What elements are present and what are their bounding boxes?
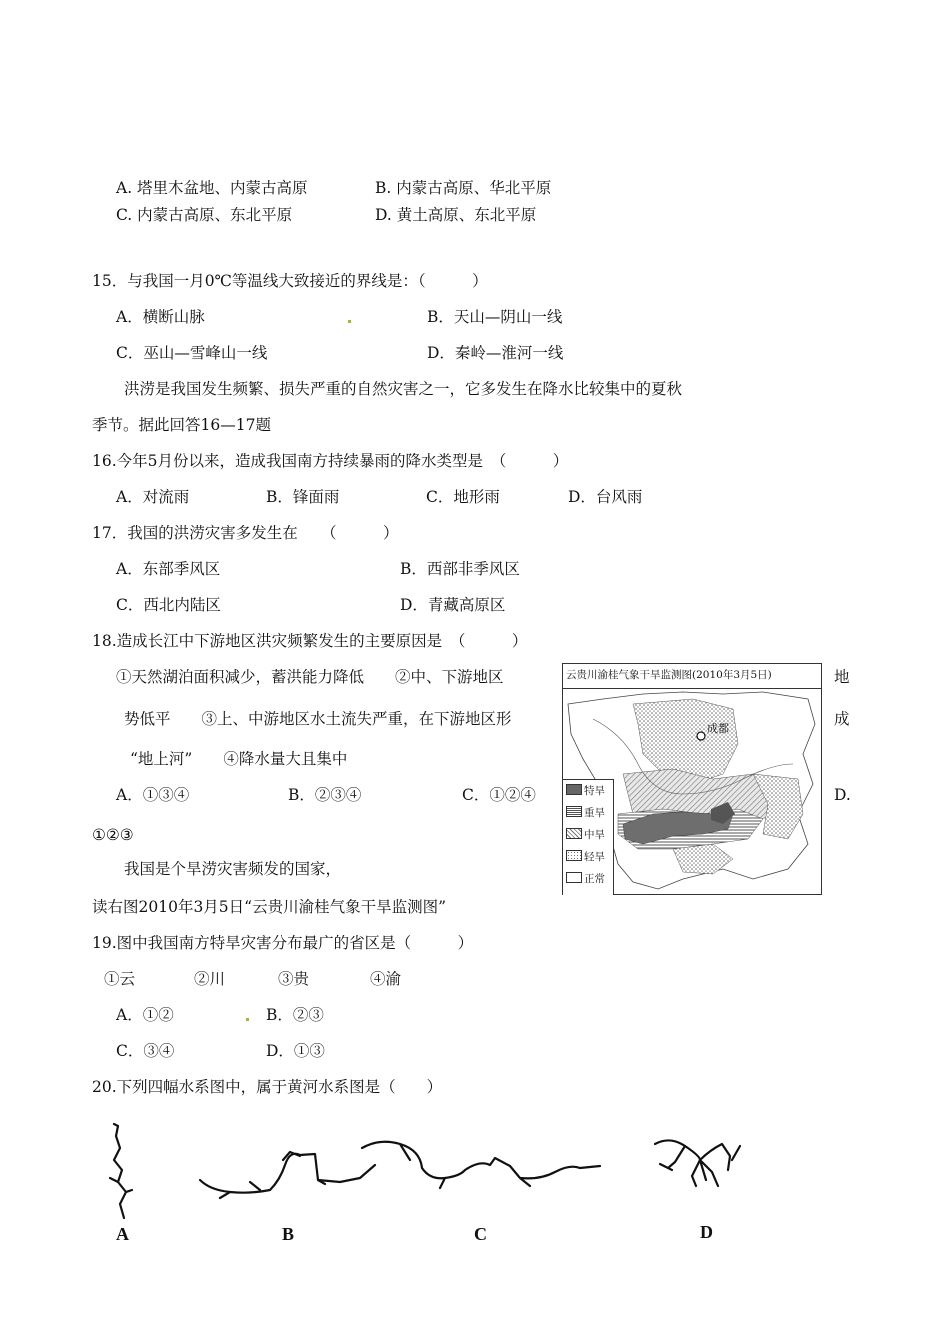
drought-map <box>562 663 822 895</box>
legend-item-special: 特旱 <box>566 784 605 798</box>
stray-dot <box>246 1018 249 1021</box>
q18-option-d-label: D. <box>834 786 851 804</box>
intro-16-line1: 洪涝是我国发生频繁、损失严重的自然灾害之一，它多发生在降水比较集中的夏秋 <box>124 380 683 398</box>
q16-stem: 16.今年5月份以来，造成我国南方持续暴雨的降水类型是 （ ） <box>92 452 569 470</box>
river-b <box>200 1152 375 1198</box>
q19-choice-3: ③贵 <box>278 970 310 988</box>
q19-option-c: C．③④ <box>116 1042 175 1060</box>
legend-item-mid: 中旱 <box>566 828 605 842</box>
legend-item-light: 轻旱 <box>566 850 605 864</box>
q14-option-c: C. 内蒙古高原、东北平原 <box>116 206 293 224</box>
legend-swatch-normal <box>566 872 582 883</box>
chengdu-label: 成都 <box>707 722 729 735</box>
river-label-d: D <box>700 1222 713 1242</box>
q15-option-d: D．秦岭—淮河一线 <box>427 344 564 362</box>
q18-option-b: B．②③④ <box>288 786 362 804</box>
river-label-b: B <box>282 1224 295 1244</box>
legend-item-normal: 正常 <box>566 872 605 886</box>
q14-option-d: D. 黄土高原、东北平原 <box>375 206 537 224</box>
q18-line2-tail: 成 <box>834 710 850 728</box>
river-system-figures <box>100 1120 800 1240</box>
legend-swatch-mid <box>566 828 582 839</box>
q18-option-c: C．①②④ <box>462 786 536 804</box>
q18-line1: ①天然湖泊面积减少，蓄洪能力降低 ②中、下游地区 <box>116 668 504 686</box>
q18-line2: 势低平 ③上、中游地区水土流失严重，在下游地区形 <box>124 710 512 728</box>
intro-19-line2: 读右图2010年3月5日“云贵川渝桂气象干旱监测图” <box>92 898 447 916</box>
q15-option-b: B．天山—阴山一线 <box>427 308 563 326</box>
q16-option-b: B．锋面雨 <box>266 488 340 506</box>
q15-option-c: C．巫山—雪峰山一线 <box>116 344 268 362</box>
q17-option-c: C．西北内陆区 <box>116 596 221 614</box>
q18-stem: 18.造成长江中下游地区洪灾频繁发生的主要原因是 （ ） <box>92 632 528 650</box>
legend-item-heavy: 重旱 <box>566 806 605 820</box>
q14-option-a: A. 塔里木盆地、内蒙古高原 <box>116 179 308 197</box>
q19-option-b: B．②③ <box>266 1006 324 1024</box>
q15-option-a: A．横断山脉 <box>116 308 205 326</box>
river-label-c: C <box>474 1224 487 1244</box>
q19-option-a: A．①② <box>116 1006 174 1024</box>
river-c <box>362 1142 600 1188</box>
river-d <box>655 1140 740 1186</box>
river-label-a: A <box>116 1224 129 1244</box>
q19-stem: 19.图中我国南方特旱灾害分布最广的省区是（ ） <box>92 934 474 952</box>
q18-line3: “地上河” ④降水量大且集中 <box>130 750 348 768</box>
q16-option-a: A．对流雨 <box>116 488 190 506</box>
q14-option-b: B. 内蒙古高原、华北平原 <box>375 179 552 197</box>
legend-swatch-heavy <box>566 806 582 817</box>
q19-option-d: D．①③ <box>266 1042 325 1060</box>
q18-option-a: A．①③④ <box>116 786 190 804</box>
stray-dot <box>348 320 351 323</box>
q16-option-c: C．地形雨 <box>426 488 500 506</box>
q19-choice-2: ②川 <box>194 970 226 988</box>
q18-option-d-value: ①②③ <box>92 826 134 844</box>
q17-option-d: D．青藏高原区 <box>400 596 506 614</box>
legend-swatch-light <box>566 850 582 861</box>
q17-option-b: B．西部非季风区 <box>400 560 520 578</box>
legend-swatch-special <box>566 784 582 795</box>
q16-option-d: D．台风雨 <box>568 488 643 506</box>
q15-stem: 15．与我国一月0℃等温线大致接近的界线是：（ ） <box>92 272 488 290</box>
q17-stem: 17．我国的洪涝灾害多发生在 （ ） <box>92 524 399 542</box>
intro-19-line1: 我国是个旱涝灾害频发的国家， <box>124 860 342 878</box>
chengdu-marker <box>697 732 705 740</box>
q20-stem: 20.下列四幅水系图中，属于黄河水系图是（ ） <box>92 1078 443 1096</box>
q17-option-a: A．东部季风区 <box>116 560 221 578</box>
intro-16-line2: 季节。据此回答16—17题 <box>92 416 271 434</box>
river-a <box>110 1124 132 1218</box>
q19-choice-4: ④渝 <box>370 970 402 988</box>
drought-map-title: 云贵川渝桂气象干旱监测图(2010年3月5日) <box>566 669 772 681</box>
map-legend <box>563 779 614 895</box>
q18-line1-tail: 地 <box>834 668 850 686</box>
q19-choice-1: ①云 <box>104 970 136 988</box>
